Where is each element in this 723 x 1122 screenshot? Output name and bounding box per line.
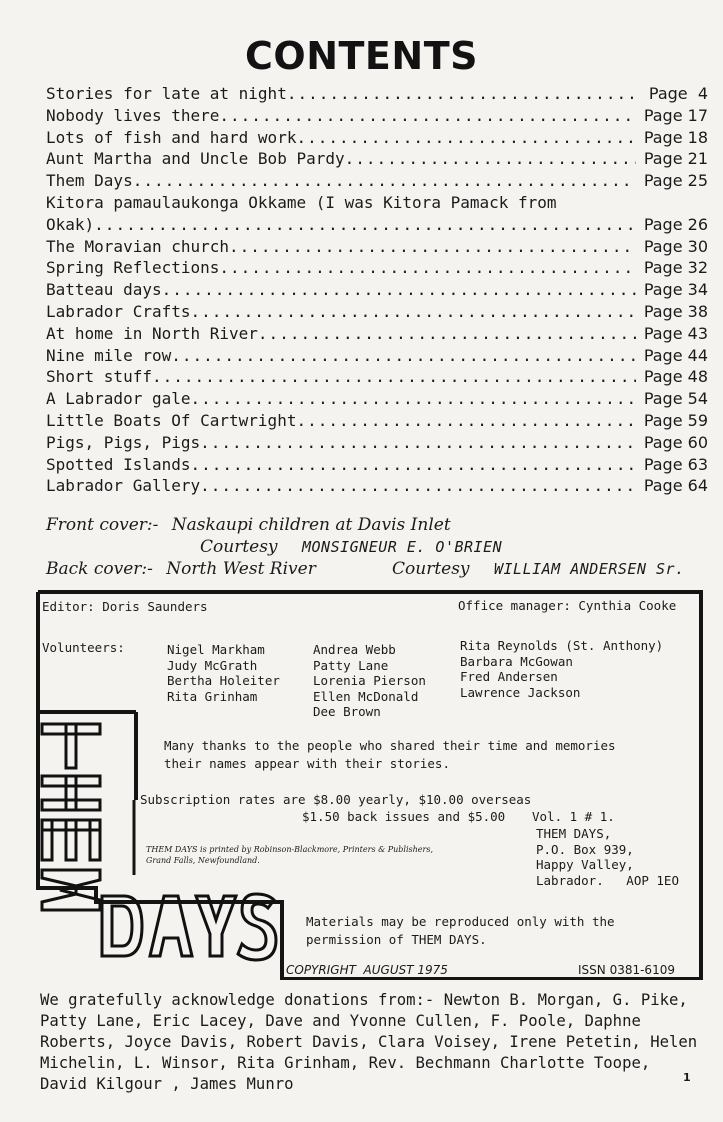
toc-page: Page 4 — [648, 84, 708, 103]
toc-page: Page 32 — [643, 258, 708, 278]
subscription-line-1: Subscription rates are $8.00 yearly, $10.00 overseas — [140, 792, 532, 807]
toc-page: Page 64 — [643, 476, 708, 496]
toc-entry — [46, 105, 708, 127]
toc-page: Page 30 — [643, 236, 708, 256]
volunteer-name: Nigel Markham — [167, 642, 265, 657]
toc-page: Page 26 — [643, 214, 708, 234]
toc-page: Page 38 — [643, 301, 708, 321]
toc-page: Page 59 — [643, 410, 708, 430]
toc-title: Nine mile row — [46, 345, 172, 365]
volume: Vol. 1 # 1. — [532, 809, 615, 824]
volunteer-name: Barbara McGowan — [460, 653, 573, 669]
volunteer-name: Rita Grinham — [167, 688, 258, 704]
masthead-box — [36, 590, 703, 980]
back-cover-courtesy: Courtesy — [392, 559, 470, 579]
toc-title: Short stuff — [46, 367, 152, 387]
volunteers-column-3 — [460, 638, 663, 700]
address-line: THEM DAYS, — [536, 826, 612, 841]
toc-page: Page 43 — [643, 323, 708, 343]
thanks-line-2: their names appear with their stories. — [164, 756, 450, 771]
days-logo — [98, 890, 278, 962]
toc-page: Page 25 — [643, 171, 708, 191]
toc-page: Page 21 — [643, 149, 708, 169]
back-cover-line — [46, 558, 716, 580]
toc-title: Them Days — [46, 171, 133, 191]
printed-by-line-1: THEM DAYS is printed by Robinson-Blackmore, Printers & Publishers, — [146, 845, 433, 854]
volunteer-name: Rita Reynolds (St. Anthony) — [460, 638, 664, 653]
volunteer-name: Dee Brown — [313, 704, 381, 719]
volunteer-name: Lorenia Pierson — [313, 673, 426, 688]
volunteer-name: Lawrence Jackson — [460, 684, 581, 700]
table-of-contents — [46, 83, 708, 497]
toc-entry — [46, 83, 708, 105]
thanks-line-1: Many thanks to the people who shared their time and memories — [164, 738, 616, 753]
back-cover-title: North West River — [166, 559, 316, 579]
reproduce-line-1: Materials may be reproduced only with the — [306, 914, 615, 929]
toc-page: Page 17 — [643, 105, 708, 125]
copyright: COPYRIGHT AUGUST 1975 — [286, 963, 448, 977]
cover-credits — [46, 514, 716, 580]
toc-entry — [46, 323, 708, 345]
editor-line: Editor: Doris Saunders — [42, 599, 208, 614]
toc-entry — [46, 388, 708, 410]
toc-title: Lots of fish and hard work — [46, 127, 297, 147]
printed-by-line-2: Grand Falls, Newfoundland. — [146, 856, 260, 865]
toc-title: Spring Reflections — [46, 258, 220, 278]
address-block — [536, 826, 679, 888]
toc-title: Pigs, Pigs, Pigs — [46, 432, 201, 452]
volunteers-column-1 — [167, 642, 280, 704]
toc-entry — [46, 345, 708, 367]
toc-page: Page 18 — [643, 127, 708, 147]
reproduce-line-2: permission of THEM DAYS. — [306, 932, 487, 947]
toc-page: Page 34 — [643, 280, 708, 300]
toc-page: Page 63 — [643, 454, 708, 474]
issn: ISSN 0381-6109 — [578, 963, 675, 977]
toc-entry — [46, 257, 708, 279]
toc-page: Page 54 — [643, 389, 708, 409]
toc-title: The Moravian church — [46, 236, 230, 256]
toc-entry — [46, 454, 708, 476]
toc-entry — [46, 410, 708, 432]
back-cover-label: Back cover:- — [46, 559, 153, 579]
toc-page: Page 44 — [643, 345, 708, 365]
toc-entry — [46, 148, 708, 170]
front-cover-courtesy: Courtesy — [200, 537, 278, 557]
volunteer-name: Andrea Webb — [313, 642, 396, 657]
office-manager-line: Office manager: Cynthia Cooke — [458, 598, 677, 613]
toc-title-continued: Okak) — [46, 214, 95, 234]
toc-entry — [46, 366, 708, 388]
toc-page: Page 60 — [643, 432, 708, 452]
front-cover-title: Naskaupi children at Davis Inlet — [171, 515, 451, 535]
toc-title: Labrador Crafts — [46, 301, 191, 321]
toc-title: Labrador Gallery — [46, 476, 201, 496]
page-number: 1 — [683, 1071, 691, 1084]
volunteer-name: Ellen McDonald — [313, 688, 419, 704]
front-cover-courtesy-line — [46, 536, 716, 558]
front-cover-label: Front cover:- — [46, 515, 159, 535]
toc-entry — [46, 432, 708, 454]
toc-title: Stories for late at night — [46, 84, 287, 103]
toc-title: At home in North River — [46, 323, 258, 343]
toc-title: Kitora pamaulaukonga Okkame (I was Kitora Pamack from — [46, 192, 557, 212]
volunteer-name: Judy McGrath — [167, 657, 258, 673]
volunteers-column-2 — [313, 642, 426, 720]
volunteers-label: Volunteers: — [42, 640, 125, 655]
page-title: CONTENTS — [245, 34, 478, 78]
toc-title: Little Boats Of Cartwright — [46, 410, 297, 430]
toc-title: A Labrador gale — [46, 389, 191, 409]
toc-entry — [46, 214, 708, 236]
subscription-line-2: $1.50 back issues and $5.00 — [302, 809, 506, 824]
toc-title: Batteau days — [46, 280, 162, 300]
front-cover-credit: MONSIGNEUR E. O'BRIEN — [302, 538, 503, 556]
toc-title: Aunt Martha and Uncle Bob Pardy — [46, 149, 345, 169]
toc-title: Spotted Islands — [46, 454, 191, 474]
them-days-logo-vertical — [36, 720, 116, 918]
address-line: Happy Valley, — [536, 857, 634, 872]
address-line: P.O. Box 939, — [536, 841, 634, 857]
acknowledgement: We gratefully acknowledge donations from:- Newton B. Morgan, G. Pike, Patty Lane, Eric Lacey, Dave and Yvonne Cullen, F. Poole, Daphne Roberts, Joyce Davis, Robert Davis, Clara Voisey, Irene Petetin, Helen Michelin, L. Winsor, Rita Grinham, Rev. Bechmann Charlotte Toope, David Kilgour , James Munro — [40, 991, 698, 1093]
toc-entry — [46, 236, 708, 258]
volunteer-name: Fred Andersen — [460, 669, 558, 684]
toc-entry — [46, 301, 708, 323]
toc-title: Nobody lives there — [46, 105, 220, 125]
volunteer-name: Patty Lane — [313, 657, 389, 673]
toc-entry — [46, 170, 708, 192]
back-cover-credit: WILLIAM ANDERSEN Sr. — [494, 560, 685, 578]
volunteer-name: Bertha Holeiter — [167, 673, 280, 688]
toc-entry — [46, 279, 708, 301]
toc-entry — [46, 127, 708, 149]
toc-page: Page 48 — [643, 367, 708, 387]
front-cover-line — [46, 514, 716, 536]
toc-entry — [46, 475, 708, 497]
address-line: Labrador. AOP 1EO — [536, 872, 679, 888]
